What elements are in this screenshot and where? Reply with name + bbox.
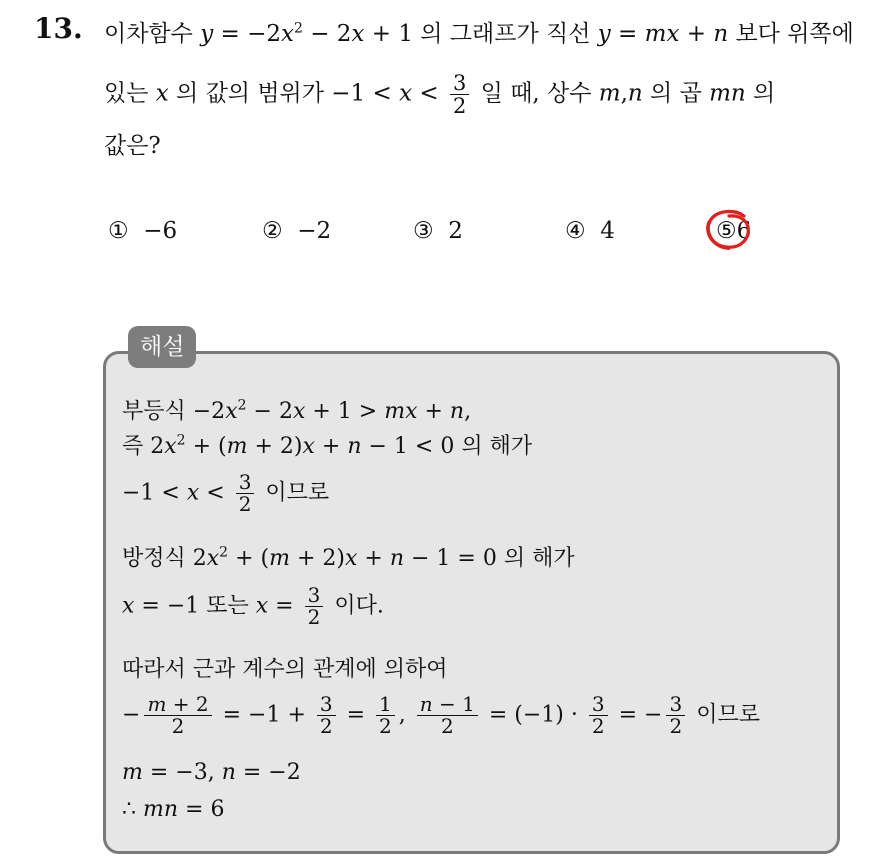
text: = −3, (142, 760, 222, 785)
choice-marker: ① (108, 218, 129, 244)
choice-marker: ⑤ (716, 218, 737, 244)
fraction (305, 585, 324, 628)
solution-line-4 (122, 541, 575, 572)
fraction-numerator: 3 (307, 583, 321, 607)
solution-line-2 (122, 429, 532, 460)
math-var: y (200, 21, 214, 47)
math-var: x (281, 21, 294, 47)
exponent: 2 (293, 20, 303, 37)
math-var: n (389, 546, 404, 571)
text: 방정식 2 (122, 546, 207, 571)
text: + 2 (166, 692, 209, 716)
text: = 6 (178, 797, 225, 822)
question-line-2 (104, 72, 775, 117)
text: = −1 + (215, 702, 313, 728)
solution-line-9 (122, 797, 224, 822)
choice-4[interactable] (565, 218, 615, 244)
math-var: x (399, 80, 413, 107)
text: + ( (228, 546, 270, 571)
text: 일 때, 상수 (473, 80, 599, 107)
choice-value: 2 (448, 218, 463, 244)
solution-line-3 (122, 472, 329, 515)
text: − 1 < 0 의 해가 (361, 434, 533, 459)
text: 부등식 −2 (122, 399, 226, 424)
text: 즉 2 (122, 434, 165, 459)
fraction-numerator: 3 (319, 692, 333, 716)
fraction-numerator: 3 (591, 692, 605, 716)
math-var: x (122, 593, 135, 619)
text: , (464, 399, 472, 424)
solution-line-6: 따라서 근과 계수의 관계에 의하여 (122, 657, 448, 682)
fraction-numerator (144, 694, 211, 715)
choice-value: −2 (297, 218, 332, 244)
fraction-denominator: 2 (317, 715, 336, 737)
choice-value: 4 (600, 218, 615, 244)
fraction (589, 694, 608, 737)
math-var: x (164, 434, 177, 459)
text: − 1 (432, 692, 475, 716)
math-var: x (351, 21, 365, 47)
text: ∴ (122, 797, 143, 822)
fraction-denominator: 2 (417, 715, 478, 737)
text: − 2 (302, 21, 352, 47)
math-var: mn (709, 80, 746, 107)
fraction-numerator: 3 (238, 470, 252, 494)
fraction (666, 694, 685, 737)
fraction-numerator: 3 (452, 71, 467, 95)
math-var: mn (143, 797, 179, 822)
fraction-denominator: 2 (666, 715, 685, 737)
math-var: y (597, 21, 611, 47)
fraction (376, 694, 395, 737)
fraction-numerator: 3 (669, 692, 683, 716)
text: < (199, 480, 232, 506)
math-var: x (225, 399, 238, 424)
exponent: 2 (219, 544, 229, 561)
math-var: x (206, 546, 220, 571)
text: − (122, 702, 141, 728)
math-var: m (122, 760, 143, 785)
text: − 2 (246, 399, 293, 424)
text: 이차함수 (104, 21, 201, 47)
text: = −1 또는 (134, 593, 256, 619)
text: 이다. (327, 593, 384, 619)
math-var: x (344, 546, 358, 571)
solution-badge: 해설 (128, 326, 196, 368)
text: + 1 의 그래프가 직선 (364, 21, 598, 47)
question-line-3: 값은? (104, 133, 161, 159)
math-var: m (598, 80, 621, 107)
exponent: 2 (176, 432, 186, 449)
math-var: x (255, 593, 269, 619)
math-var: n (449, 399, 465, 424)
text: = −2 (213, 21, 281, 47)
text: = (−1) · (481, 702, 585, 728)
fraction-numerator: 1 (379, 692, 392, 716)
text: < (412, 80, 446, 107)
fraction-denominator: 2 (376, 715, 395, 737)
question-number: 13. (34, 12, 83, 45)
fraction-numerator (417, 694, 478, 715)
math-var: m (147, 692, 167, 716)
fraction (236, 472, 255, 515)
text: + 2) (247, 434, 303, 459)
text: = − (611, 702, 663, 728)
text: 있는 (104, 80, 156, 107)
solution-line-7 (122, 694, 760, 737)
text: , (620, 80, 628, 107)
text: − 1 = 0 의 해가 (404, 546, 575, 571)
math-var: n (713, 21, 729, 47)
solution-line-5 (122, 585, 384, 628)
math-var: x (155, 80, 169, 107)
text: , (398, 702, 413, 728)
fraction-denominator: 2 (589, 715, 608, 737)
text: 이므로 (258, 480, 330, 506)
math-var: n (627, 80, 643, 107)
choice-value: 6 (736, 218, 752, 244)
math-var: x (292, 399, 306, 424)
fraction (417, 694, 478, 737)
math-var: n (221, 760, 236, 785)
text: + 1 > (305, 399, 385, 424)
text: + 2) (289, 546, 345, 571)
math-var: x (186, 480, 200, 506)
fraction-denominator: 2 (450, 94, 469, 117)
text: 의 값의 범위가 −1 < (168, 80, 400, 107)
math-var: m (226, 434, 248, 459)
fraction-denominator: 2 (305, 606, 324, 628)
fraction (144, 694, 211, 737)
text: 이므로 (689, 702, 760, 728)
choice-3[interactable] (413, 218, 463, 244)
fraction (450, 72, 469, 117)
answer-circle-mark (704, 207, 756, 253)
text: 의 (745, 80, 776, 107)
question-line-1 (104, 15, 854, 48)
text: + (417, 399, 450, 424)
math-var: n (347, 434, 362, 459)
choice-value: −6 (143, 218, 178, 244)
math-var: mx (644, 21, 680, 47)
text: 보다 위쪽에 (728, 21, 854, 47)
text: = (610, 21, 645, 47)
text: 의 곱 (642, 80, 710, 107)
text: −1 < (122, 480, 187, 506)
fraction-denominator: 2 (236, 493, 255, 515)
text: + (679, 21, 714, 47)
choice-marker: ③ (413, 218, 434, 244)
choice-2[interactable] (262, 218, 331, 244)
text: + (357, 546, 390, 571)
choice-marker: ④ (565, 218, 586, 244)
fraction-denominator: 2 (144, 715, 211, 737)
exponent: 2 (237, 397, 247, 414)
choice-marker: ② (262, 218, 283, 244)
math-var: m (269, 546, 290, 571)
text: + ( (185, 434, 227, 459)
math-var: n (419, 692, 433, 716)
text: = (339, 702, 373, 728)
solution-line-8 (122, 760, 301, 785)
text: = (268, 593, 301, 619)
text: = −2 (235, 760, 301, 785)
solution-line-1 (122, 394, 471, 425)
math-var: x (302, 434, 315, 459)
fraction (317, 694, 336, 737)
text: + (314, 434, 348, 459)
math-var: mx (384, 399, 418, 424)
choice-1[interactable] (108, 218, 177, 244)
